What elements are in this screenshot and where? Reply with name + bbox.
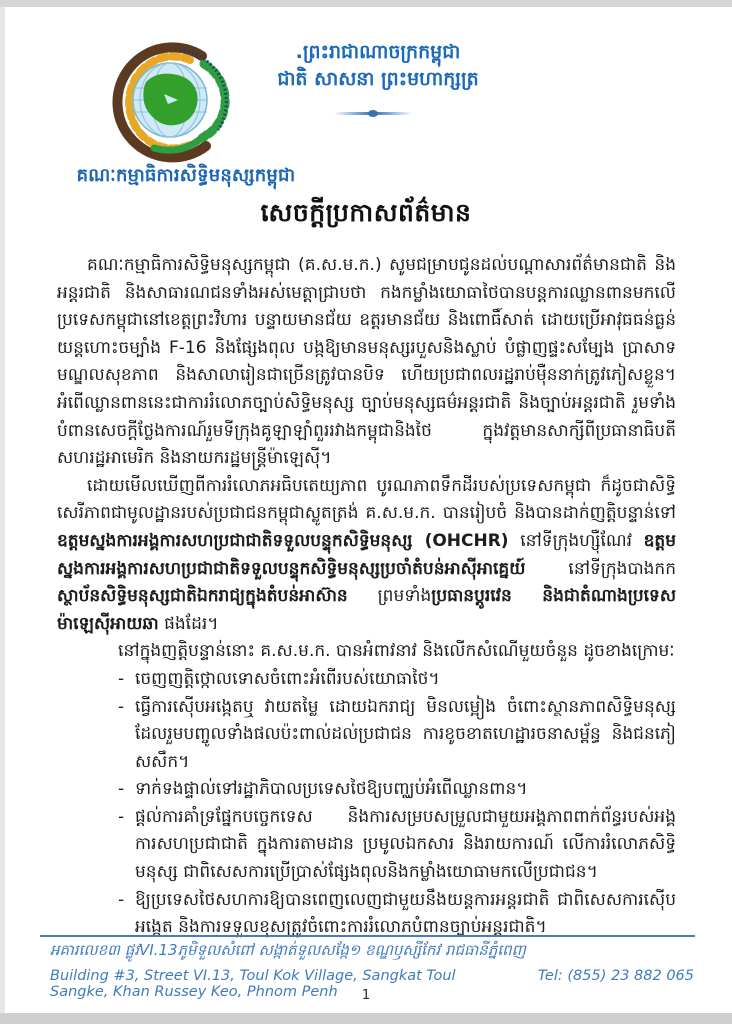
list-item: - ផ្តល់ការគាំទ្រផ្នែកបច្ចេកទេស និងការសម្របសម្រួលជាមួយអង្គភាពពាក់ព័ន្ធរបស់អង្គការសហប្រជាជាតិ ក្នុងការតាមដាន ប្រមូលឯកសារ និងរាយការណ៍ លើការរំលោភសិទ្ធិមនុស្ស ជាពិសេសការប្រើប្រាស់ផ្សែងពុលនិងកម្លាំងយោធាមកលើប្រជាជន។ — [135, 804, 676, 887]
list-intro: នៅក្នុងញត្តិបន្ទាន់នោះ គ.ស.ម.ក. បានអំពាវនាវ និងលើកសំណើមួយចំនួន ដូចខាងក្រោមៈ — [118, 641, 675, 662]
photo-edge-left — [0, 7, 5, 1013]
footer-address-english: Building #3, Street VI.13, Toul Kok Village, Sangkat Toul Sangke, Khan Russey Keo, Phnom Penh — [50, 968, 456, 1000]
footer-telephone: Tel: (855) 23 882 065 — [537, 968, 694, 984]
page-number: 1 — [361, 987, 371, 1003]
list-item: - ធ្វើការស៊ើបអង្កេតឬ វាយតម្លៃ ដោយឯករាជ្យ មិនលម្អៀង ចំពោះស្ថានភាពសិទ្ធិមនុស្ស ដែលរួមបញ្ចូលទាំងផលប៉ះពាល់ដល់ប្រជាជន ការខូចខាតហេដ្ឋារចនាសម្ព័ន្ធ និងជនភៀសសឹក។ — [135, 694, 676, 777]
document-body — [57, 252, 676, 942]
paragraph-1: គណៈកម្មាធិការសិទ្ធិមនុស្សកម្ពុជា (គ.ស.ម.ក.) សូមជម្រាបជូនដល់បណ្តាសារព័ត៌មានជាតិ និងអន្តរជាតិ និងសាធារណជនទាំងអស់មេត្តាជ្រាបថា កងកម្លាំងយោធាថៃបានបន្តការឈ្លានពានមកលើប្រទេសកម្ពុជានៅខេត្តព្រះវិហារ បន្ទាយមានជ័យ ឧត្តរមានជ័យ និងពោធិ៍សាត់ ដោយប្រើអាវុធធន់ធ្ងន់ យន្តហោះចម្បាំង F-16 និងផ្សែងពុល បង្កឱ្យមានមនុស្សរបួសនិងស្លាប់ បំផ្លាញផ្ទះសម្បែង ប្រាសាទ មណ្ឌលសុខភាព និងសាលារៀនជាច្រើនត្រូវបានបិទ ហើយប្រជាពលរដ្ឋរាប់ម៉ឺននាក់ត្រូវភៀសខ្លួន។ អំពើឈ្លានពាននេះជាការរំលោភច្បាប់សិទ្ធិមនុស្ស ច្បាប់មនុស្សធម៌អន្តរជាតិ និងច្បាប់អន្តរជាតិ រួមទាំងបំពានសេចក្តីថ្លែងការណ៍រួមទីក្រុងគូឡាឡាំពួររវាងកម្ពុជានិងថៃ ក្នុងវត្តមានសាក្សីពីប្រធានាធិបតីសហរដ្ឋអាមេរិក និងនាយករដ្ឋមន្ត្រីម៉ាឡេស៊ី។ — [57, 255, 676, 469]
list-item: - ចេញញត្តិថ្កោលទោសចំពោះអំពើរបស់យោធាថៃ។ — [135, 666, 676, 694]
photo-edge-top — [0, 0, 732, 7]
national-header — [240, 39, 516, 93]
demand-list — [57, 666, 676, 942]
list-item: - ទាក់ទងផ្ទាល់ទៅរដ្ឋាភិបាលប្រទេសថៃឱ្យបញ្ឈប់អំពើឈ្លានពាន។ — [135, 776, 676, 804]
document-title: សេចក្តីប្រកាសព័ត៌មាន — [260, 198, 472, 227]
list-item: - ឱ្យប្រទេសថៃសហការឱ្យបានពេញលេញជាមួយនឹងយន្តការអន្តរជាតិ ជាពិសេសការស៊ើបអង្កេត និងការទទួលខុសត្រូវចំពោះការរំលោភបំពានច្បាប់អន្តរជាតិ។ — [135, 887, 676, 942]
committee-logo-icon — [84, 42, 246, 166]
organization-name: គណៈកម្មាធិការសិទ្ធិមនុស្សកម្ពុជា — [76, 165, 296, 186]
footer-divider — [40, 935, 695, 937]
paragraph-2: ដោយមើលឃើញពីការរំលោភអធិបតេយ្យភាព បូរណភាពទឹកដីរបស់ប្រទេសកម្ពុជា ក៏ដូចជាសិទ្ធិសេរីភាពជាមូលដ្ឋានរបស់ប្រជាជនកម្ពុជាស្លូតត្រង់ គ.ស.ម.ក. បានរៀបចំ និងបានដាក់ញត្តិបន្ទាន់ទៅ ឧត្តមស្នងការអង្គការសហប្រជាជាតិទទួលបន្ទុកសិទ្ធិមនុស្ស (OHCHR) នៅទីក្រុងហ្ស៊ឺណែវ ឧត្តមស្នងការអង្គការសហប្រជាជាតិទទួលបន្ទុកសិទ្ធិមនុស្សប្រចាំតំបន់អាស៊ីអាគ្នេយ៍ នៅទីក្រុងបាងកក ស្ថាប័នសិទ្ធិមនុស្សជាតិឯករាជ្យក្នុងតំបន់អាស៊ាន ព្រមទាំងប្រធានប្តូរវេន និងជាតំណាងប្រទេសម៉ាឡេស៊ីអាយឆា ផងដែរ។ — [57, 475, 677, 634]
footer-address-khmer: អគារលេខ៣ ផ្លូវVI.13ភូមិទួលសំពៅ សង្កាត់ទួលសង្កែ១ ខណ្ឌឫស្សីកែវ រាជធានីភ្នំពេញ — [50, 941, 526, 959]
motto-line: ជាតិ សាសនា ព្រះមហាក្សត្រ — [277, 68, 479, 90]
kingdom-line: .ព្រះរាជាណាចក្រកម្ពុជា — [295, 41, 461, 63]
photo-edge-bottom — [0, 1013, 732, 1024]
ornament-divider — [334, 112, 412, 115]
